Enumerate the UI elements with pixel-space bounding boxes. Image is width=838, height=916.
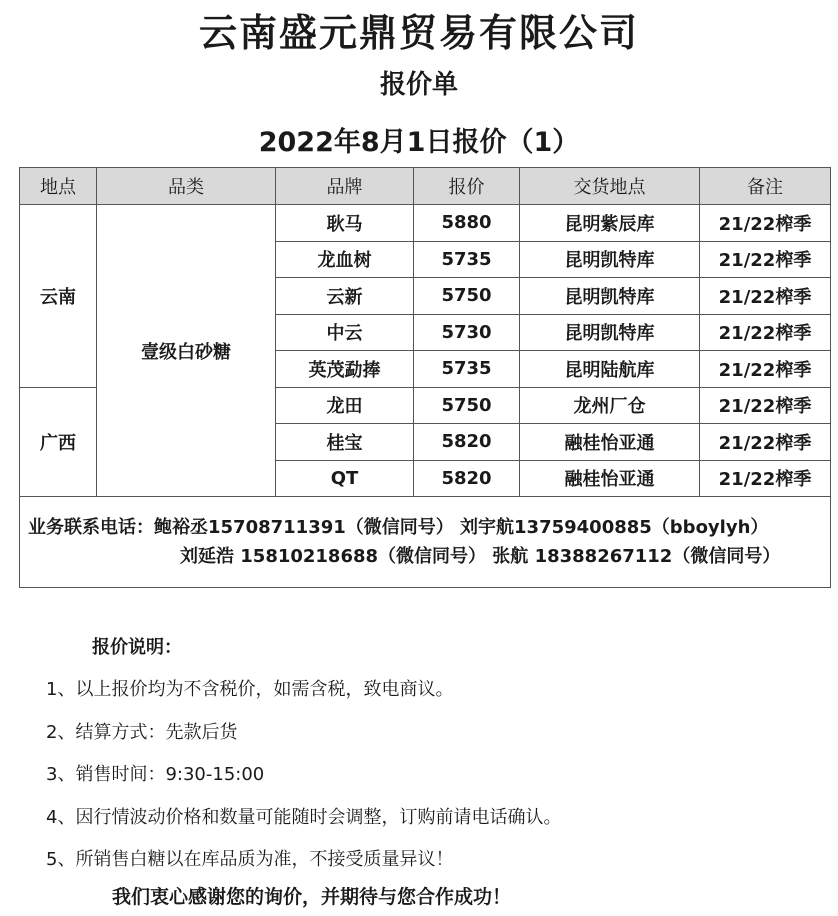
column-header-brand: 品牌 [276, 168, 414, 205]
brand-cell: 云新 [276, 278, 414, 315]
column-header-location: 地点 [20, 168, 97, 205]
column-header-delivery: 交货地点 [520, 168, 700, 205]
brand-cell: 龙田 [276, 387, 414, 424]
delivery-cell: 融桂怡亚通 [520, 424, 700, 461]
price-cell: 5880 [414, 205, 520, 242]
note-cell: 21/22榨季 [700, 351, 831, 388]
location-cell: 广西 [20, 387, 97, 497]
table-header-row [20, 168, 831, 205]
contact-line: 业务联系电话：鲍裕丞15708711391（微信同号） 刘宇航13759400885（bboylyh） [28, 517, 769, 538]
column-header-note: 备注 [700, 168, 831, 205]
notes-heading: 报价说明： [92, 637, 182, 658]
column-header-price: 报价 [414, 168, 520, 205]
delivery-cell: 昆明凯特库 [520, 278, 700, 315]
brand-cell: 中云 [276, 314, 414, 351]
brand-cell: 耿马 [276, 205, 414, 242]
document-title: 报价单 [379, 70, 458, 100]
delivery-cell: 昆明紫辰库 [520, 205, 700, 242]
table-row [20, 205, 831, 242]
note-cell: 21/22榨季 [700, 278, 831, 315]
price-cell: 5730 [414, 314, 520, 351]
note-cell: 21/22榨季 [700, 314, 831, 351]
price-cell: 5750 [414, 387, 520, 424]
delivery-cell: 融桂怡亚通 [520, 460, 700, 497]
notes-list [46, 673, 561, 886]
brand-cell: 桂宝 [276, 424, 414, 461]
note-item: 5、所销售白糖以在库品质为准，不接受质量异议！ [46, 849, 454, 870]
brand-cell: 英茂勐捧 [276, 351, 414, 388]
location-cell: 云南 [20, 205, 97, 388]
note-item: 1、以上报价均为不含税价，如需含税，致电商议。 [46, 679, 454, 700]
category-cell: 壹级白砂糖 [97, 205, 276, 497]
price-table [19, 167, 831, 588]
delivery-cell: 昆明陆航库 [520, 351, 700, 388]
column-header-category: 品类 [97, 168, 276, 205]
note-cell: 21/22榨季 [700, 387, 831, 424]
price-cell: 5735 [414, 351, 520, 388]
delivery-cell: 昆明凯特库 [520, 314, 700, 351]
thanks-message: 我们衷心感谢您的询价，并期待与您合作成功！ [112, 886, 512, 908]
price-cell: 5820 [414, 460, 520, 497]
contact-line: 刘延浩 15810218688（微信同号） 张航 18388267112（微信同号） [180, 546, 781, 567]
brand-cell: 龙血树 [276, 241, 414, 278]
delivery-cell: 龙州厂仓 [520, 387, 700, 424]
contact-row [20, 497, 831, 588]
note-item: 4、因行情波动价格和数量可能随时会调整，订购前请电话确认。 [46, 806, 562, 828]
note-cell: 21/22榨季 [700, 424, 831, 461]
contact-cell [20, 497, 831, 588]
price-cell: 5735 [414, 241, 520, 278]
price-cell: 5820 [414, 424, 520, 461]
brand-cell: QT [276, 460, 414, 497]
delivery-cell: 昆明凯特库 [520, 241, 700, 278]
note-cell: 21/22榨季 [700, 205, 831, 242]
note-item: 3、销售时间：9:30-15:00 [46, 764, 265, 785]
quote-date: 2022年8月1日报价（1） [258, 127, 580, 158]
company-name: 云南盛元鼎贸易有限公司 [198, 11, 639, 55]
note-item: 2、结算方式：先款后货 [46, 721, 238, 743]
price-cell: 5750 [414, 278, 520, 315]
note-cell: 21/22榨季 [700, 460, 831, 497]
note-cell: 21/22榨季 [700, 241, 831, 278]
